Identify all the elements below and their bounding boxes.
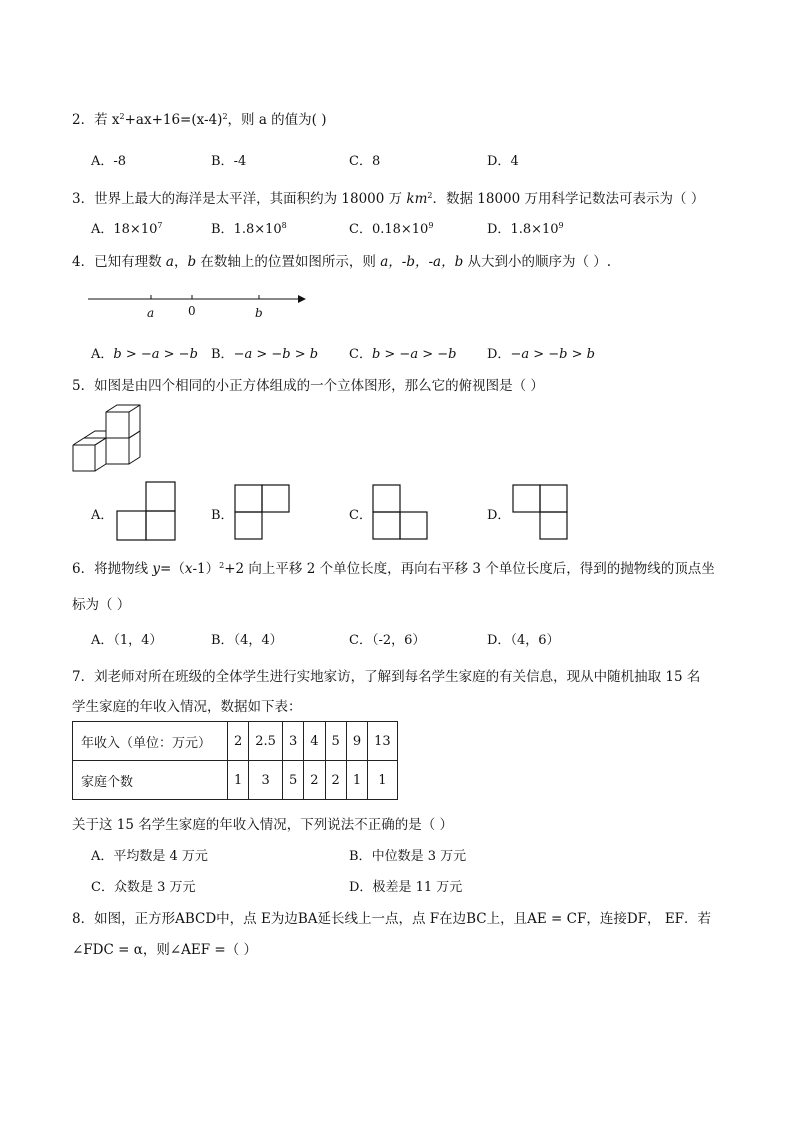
option-label: B． [211,222,234,237]
option-text: （-2，6） [371,633,426,648]
option-label: C． [349,347,372,362]
option-label: C． [349,154,372,169]
option-label: A． [91,222,114,237]
option-label: B． [211,508,234,523]
table-cell: 2 [325,761,346,800]
table-cell: 2 [228,722,249,761]
table-cell: 2.5 [249,722,283,761]
option-label: B． [349,849,372,864]
q4-option-a[interactable] [91,343,198,362]
q7-option-b[interactable] [349,845,466,864]
q2-stem-part: ，则 a 的值为( ) [227,112,327,128]
option-label: C． [91,880,114,895]
option-label: D． [487,222,511,237]
q6-option-b[interactable] [211,629,283,648]
axis-label-b: b [255,306,263,320]
q4-option-b[interactable] [211,343,318,362]
q2-sup: 2 [222,112,228,121]
q3-stem [72,187,704,207]
q3-option-c[interactable] [349,218,433,237]
table-row-header: 家庭个数 [73,761,228,800]
q3-option-a[interactable] [91,218,162,237]
q5-option-b[interactable] [211,504,234,523]
table-row-header: 年收入（单位：万元） [73,722,228,761]
q2-option-c[interactable] [349,150,380,169]
q2-stem-part: +ax+16=(x-4) [124,112,223,128]
option-text: 1.8×10 [233,222,282,237]
table-cell: 4 [304,722,325,761]
option-label: B． [211,154,234,169]
option-text: 极差是 11 万元 [372,880,463,895]
option-text: 0.18×10 [371,222,429,237]
option-label: D． [487,154,511,169]
option-label: C． [349,222,372,237]
q4-list: a，-b，-a，b [380,254,464,270]
q2-stem-part: 若 x [94,112,120,128]
axis-label-a: a [147,306,155,320]
q7-number: 7． [72,669,95,685]
option-text: 众数是 3 万元 [113,880,196,895]
option-label: D． [487,347,511,362]
option-label: A． [91,154,114,169]
option-text: -8 [113,154,127,169]
q4-option-c[interactable] [349,343,456,362]
q2-number: 2． [72,112,95,128]
q8-stem [72,907,711,927]
option-text: 中位数是 3 万元 [371,849,467,864]
option-label: A． [91,508,114,523]
q8-stem-part: 如图，正方形ABCD中，点 E为边BA延长线上一点，点 F在边BC上，且AE = CF，连接DF， EF．若 [94,911,712,927]
q7-stem [72,665,700,685]
q3-option-d[interactable] [487,218,564,237]
q4-stem [72,250,611,270]
income-table [72,721,398,800]
q6-option-c[interactable] [349,629,425,648]
option-exp: 9 [428,221,434,230]
q6-func: y [152,561,161,577]
table-row [73,761,398,800]
cube-right [106,431,140,464]
option-text: 18×10 [113,222,158,237]
q7-stem-line2: 学生家庭的年收入情况，数据如下表： [72,699,302,715]
option-text: −a > −b > b [233,347,319,362]
q6-number: 6． [72,561,95,577]
option-text: 4 [510,154,519,169]
table-cell: 2 [304,761,325,800]
table-cell: 5 [282,761,303,800]
q3-stem-part: 世界上最大的海洋是太平洋，其面积约为 18000 万 [94,191,407,207]
q4-var-b: b [187,254,197,270]
q7-option-a[interactable] [91,845,208,864]
top-view-a [117,482,175,540]
table-cell: 3 [282,722,303,761]
option-text: 平均数是 4 万元 [113,849,208,864]
option-label: C． [349,633,372,648]
cube-top [106,405,140,438]
option-exp: 7 [157,221,163,230]
q7-question: 关于这 15 名学生家庭的年收入情况，下列说法不正确的是（ ） [72,817,454,833]
option-label: A． [91,347,114,362]
q7-option-c[interactable] [91,876,196,895]
q2-option-a[interactable] [91,150,126,169]
option-text: 1.8×10 [510,222,559,237]
q4-stem-part: 在数轴上的位置如图所示，则 [196,254,381,270]
q5-stem [72,374,544,394]
option-text: （4，4） [233,633,283,648]
option-label: D． [487,508,511,523]
q8-number: 8． [72,911,95,927]
q6-stem-part: -1） [192,561,220,577]
option-label: B． [211,347,234,362]
q4-option-d[interactable] [487,343,595,362]
table-cell: 5 [325,722,346,761]
axis-label-zero: 0 [188,304,196,318]
q2-option-b[interactable] [211,150,246,169]
q3-number: 3． [72,191,95,207]
cube-mid [84,431,106,445]
option-exp: 8 [281,221,287,230]
q4-stem-part: 已知有理数 [94,254,166,270]
option-text: b > −a > −b [371,347,457,362]
q6-sup: 2 [219,561,225,570]
q6-stem-part: +2 向上平移 2 个单位长度，再向右平移 3 个单位长度后，得到的抛物线的顶点坐 [224,561,715,577]
option-text: （4，6） [510,633,560,648]
q5-number: 5． [72,378,95,394]
option-text: −a > −b > b [510,347,595,362]
q6-stem [72,557,715,577]
q5-stem-part: 如图是由四个相同的小正方体组成的一个立体图形，那么它的俯视图是（ ） [94,378,544,394]
q6-var-x: x [184,561,193,577]
option-label: A． [91,849,114,864]
table-cell: 13 [368,722,398,761]
q6-stem-part: =（ [160,561,185,577]
q7-option-d[interactable] [349,876,462,895]
option-label: A． [91,633,114,648]
number-line-arrow [298,295,306,303]
cube-left [73,438,106,471]
option-text: 8 [371,154,381,169]
q3-unit: km [406,191,428,207]
option-label: C． [349,508,372,523]
table-row [73,722,398,761]
q2-stem [72,108,327,128]
q8-stem-line2: ∠FDC = α，则∠AEF =（ ） [72,942,258,958]
q3-sup: 2 [427,191,433,200]
q4-comma: ， [173,254,188,270]
table-cell: 1 [368,761,398,800]
option-text: （1，4） [113,633,163,648]
q7-stem-part: 刘老师对所在班级的全体学生进行实地家访，了解到每名学生家庭的有关信息，现从中随机抽取 15 名 [94,669,701,685]
q4-var-a: a [165,254,174,270]
q5-option-d[interactable] [487,504,510,523]
option-label: B． [211,633,234,648]
option-text: -4 [233,154,247,169]
q2-sup: 2 [119,112,125,121]
table-cell: 1 [228,761,249,800]
q4-stem-part: 从大到小的顺序为（ ）. [463,254,612,270]
q3-option-b[interactable] [211,218,287,237]
q5-option-a[interactable] [91,504,113,523]
q6-stem-line2: 标为（ ） [72,597,131,613]
table-cell: 3 [249,761,283,800]
q3-stem-part: ．数据 18000 万用科学记数法可表示为（ ） [432,191,705,207]
q2-option-d[interactable] [487,150,519,169]
option-text: b > −a > −b [113,347,198,362]
top-view-c [373,485,427,539]
q6-stem-part: 将抛物线 [94,561,153,577]
option-exp: 9 [558,221,564,230]
table-cell: 9 [346,722,367,761]
q6-option-a[interactable] [91,629,162,648]
top-view-b [235,485,289,539]
option-label: D． [349,880,373,895]
table-cell: 1 [346,761,367,800]
q4-number: 4． [72,254,95,270]
q6-option-d[interactable] [487,629,559,648]
q5-option-c[interactable] [349,504,372,523]
option-label: D． [487,633,511,648]
top-view-d [513,485,567,539]
